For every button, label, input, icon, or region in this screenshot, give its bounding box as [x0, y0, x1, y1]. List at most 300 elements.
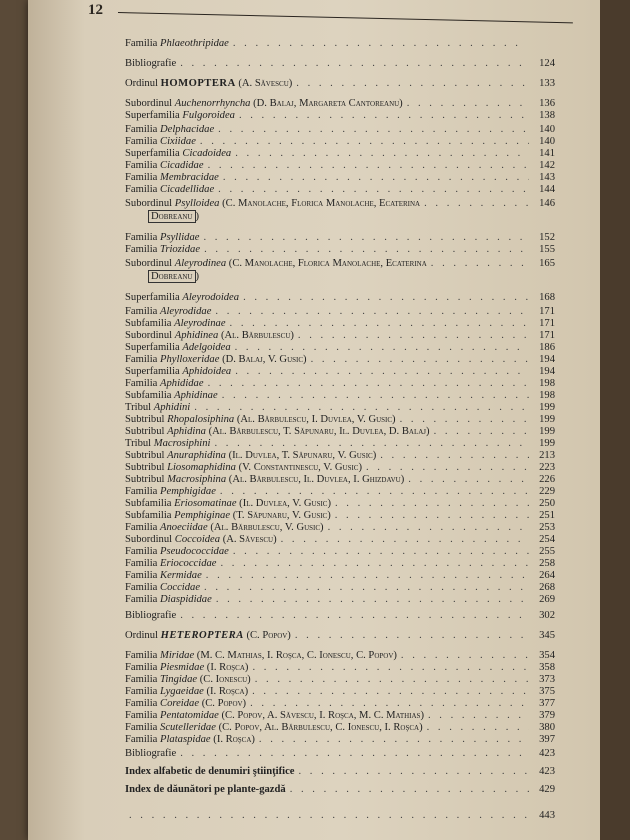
toc-rank: Familia	[125, 674, 161, 685]
toc-authors: (C. Manolache, Florica Manolache, Ecaterina	[219, 198, 421, 209]
toc-page-number: 194	[539, 354, 555, 365]
toc-rank: Familia	[125, 160, 161, 171]
toc-taxon-name: Cicadoidea	[182, 148, 232, 159]
toc-entry-label	[125, 342, 231, 353]
toc-entry-label	[125, 402, 190, 413]
toc-page-number: 144	[539, 184, 555, 195]
toc-authors: (Il. Duvlea, V. Gusic)	[236, 498, 331, 509]
toc-taxon-name: Eriococcidae	[160, 558, 217, 569]
toc-authors: (Al. Bărbulescu, T. Săpunaru, Il. Duvlea, D. Balaj)	[205, 426, 430, 437]
toc-rank: Familia	[125, 38, 161, 49]
dot-leader	[401, 650, 529, 661]
toc-taxon-name: Eriosomatinae	[174, 498, 237, 509]
toc-taxon-name: Kermidae	[160, 570, 202, 581]
toc-entry-label	[125, 462, 362, 473]
page-number: 12	[88, 2, 103, 18]
toc-rank: Bibliografie	[125, 610, 177, 621]
toc-rank: Superfamilia	[125, 148, 183, 159]
dot-leader	[223, 172, 529, 183]
toc-authors: (I. Roşca)	[210, 734, 255, 745]
toc-entry-label	[125, 582, 200, 593]
toc-entry	[125, 650, 555, 661]
toc-taxon-name: Aleyrodoidea	[182, 292, 240, 303]
dot-leader	[298, 330, 529, 341]
toc-entry	[125, 98, 555, 109]
toc-entry-label	[125, 390, 218, 401]
toc-rank: Familia	[125, 136, 161, 147]
toc-page-number: 223	[539, 462, 555, 473]
toc-entry	[125, 662, 555, 673]
toc-entry-label	[125, 546, 229, 557]
dot-leader	[216, 594, 529, 605]
toc-entry	[125, 570, 555, 581]
toc-taxon-name: Rhopalosiphina	[167, 414, 235, 425]
dot-leader	[208, 378, 529, 389]
toc-taxon-name: Aphidinae	[174, 390, 218, 401]
toc-entry-continuation: Dobreanu )	[148, 211, 199, 222]
toc-entry-label	[125, 58, 176, 69]
toc-page-number: 423	[539, 748, 555, 759]
toc-rank: Familia	[125, 354, 161, 365]
toc-page-number: 152	[539, 232, 555, 243]
toc-entry-label	[125, 474, 404, 485]
toc-page-number: 136	[539, 98, 555, 109]
dot-leader	[233, 546, 529, 557]
toc-taxon-name: Aphidoidea	[182, 366, 232, 377]
toc-entry-label	[125, 674, 251, 685]
toc-rank: Familia	[125, 582, 161, 593]
toc-page-number: 375	[539, 686, 555, 697]
toc-entry-label	[125, 450, 376, 461]
toc-rank: Familia	[125, 232, 161, 243]
dot-leader	[218, 124, 529, 135]
toc-entry	[125, 510, 555, 521]
toc-entry	[125, 686, 555, 697]
toc-entry-label	[125, 570, 202, 581]
toc-rank: Familia	[125, 172, 161, 183]
toc-entry-label	[125, 110, 235, 121]
dot-leader	[424, 198, 529, 209]
toc-page-number: 302	[539, 610, 555, 621]
toc-taxon-name: Cicadidae	[160, 160, 204, 171]
toc-rank: Bibliografie	[125, 748, 177, 759]
toc-authors: (A. Săvescu)	[235, 78, 293, 89]
toc-entry-label	[125, 184, 214, 195]
toc-rank: Familia	[125, 184, 161, 195]
toc-authors: (I. Roşca)	[204, 662, 249, 673]
dot-leader	[215, 306, 529, 317]
toc-entry	[125, 354, 555, 365]
toc-authors: (C. Popov)	[243, 630, 291, 641]
dot-leader	[203, 232, 529, 243]
toc-entry-label	[125, 486, 216, 497]
toc-entry-label	[125, 766, 295, 777]
toc-entry	[125, 474, 555, 485]
toc-page-number: 251	[539, 510, 555, 521]
toc-taxon-name: Pseudococcidae	[160, 546, 229, 557]
toc-taxon-name: Delphacidae	[160, 124, 215, 135]
toc-taxon-name: Phlaeothripidae	[160, 38, 229, 49]
toc-entry	[125, 734, 555, 745]
toc-entry-label	[125, 510, 331, 521]
toc-authors: (C. Manolache, Florica Manolache, Ecaterina	[226, 258, 427, 269]
toc-page-number: 354	[539, 650, 555, 661]
toc-taxon-name: Coreidae	[160, 698, 200, 709]
toc-taxon-name: HETEROPTERA	[160, 630, 244, 641]
dot-leader	[407, 98, 529, 109]
toc-page-number: 254	[539, 534, 555, 545]
toc-rank: Ordinul	[125, 78, 161, 89]
toc-page-number: 379	[539, 710, 555, 721]
toc-page-number: 199	[539, 438, 555, 449]
dot-leader	[230, 318, 529, 329]
toc-taxon-name: HOMOPTERA	[160, 78, 236, 89]
toc-entry	[125, 38, 545, 49]
dot-leader	[427, 722, 529, 733]
toc-taxon-name: Cicadellidae	[160, 184, 215, 195]
dot-leader	[206, 570, 529, 581]
toc-entry	[125, 148, 555, 159]
toc-entry	[125, 498, 555, 509]
toc-page-number: 199	[539, 426, 555, 437]
dot-leader	[243, 292, 529, 303]
dot-leader	[235, 342, 529, 353]
toc-entry-label	[125, 686, 248, 697]
toc-entry	[125, 378, 555, 389]
dot-leader	[252, 686, 529, 697]
toc-entry	[125, 306, 555, 317]
toc-page-number: 138	[539, 110, 555, 121]
toc-entry	[125, 766, 555, 777]
toc-entry-label	[125, 558, 217, 569]
dot-leader	[311, 354, 529, 365]
dot-leader	[204, 244, 529, 255]
dot-leader	[235, 366, 529, 377]
dot-leader	[290, 784, 529, 795]
dot-leader	[408, 474, 529, 485]
toc-entry-label	[125, 258, 427, 269]
toc-entry-label	[125, 534, 277, 545]
toc-rank: Familia	[125, 722, 161, 733]
toc-page-number: 198	[539, 390, 555, 401]
dot-leader	[299, 766, 530, 777]
toc-entry-label	[125, 136, 196, 147]
toc-page-number: 194	[539, 366, 555, 377]
toc-entry	[125, 136, 555, 147]
toc-rank: Familia	[125, 486, 161, 497]
toc-rank: Subordinul	[125, 98, 175, 109]
toc-authors: (T. Săpunaru, V. Gusic)	[230, 510, 331, 521]
dot-leader	[400, 414, 529, 425]
toc-taxon-name: Miridae	[160, 650, 195, 661]
toc-entry	[125, 534, 555, 545]
toc-entry-label	[125, 160, 204, 171]
toc-rank: Familia	[125, 734, 161, 745]
toc-entry	[125, 184, 555, 195]
toc-taxon-name: Psyllidae	[160, 232, 200, 243]
toc-taxon-name: Pemphigidae	[160, 486, 216, 497]
toc-taxon-name: Diaspididae	[160, 594, 212, 605]
toc-taxon-name: Aphidina	[167, 426, 206, 437]
toc-entry-label	[125, 594, 212, 605]
toc-taxon-name: Aleyrodinae	[174, 318, 226, 329]
toc-entry-label	[125, 650, 397, 661]
toc-page-number: 397	[539, 734, 555, 745]
toc-rank: Subfamilia	[125, 510, 175, 521]
toc-taxon-name: Macrosiphini	[153, 438, 211, 449]
toc-entry	[125, 486, 555, 497]
toc-taxon-name: Pemphiginae	[174, 510, 231, 521]
toc-entry	[125, 110, 555, 121]
toc-authors: (C. Ionescu)	[197, 674, 251, 685]
toc-page-number: 268	[539, 582, 555, 593]
toc-page-number: 186	[539, 342, 555, 353]
toc-entry	[125, 722, 555, 733]
toc-taxon-name: Fulgoroidea	[182, 110, 235, 121]
dot-leader	[180, 748, 529, 759]
dot-leader	[252, 662, 529, 673]
toc-entry	[125, 710, 555, 721]
toc-page-number: 255	[539, 546, 555, 557]
toc-authors: (M. C. Mathias, I. Roşca, C. Ionescu, C. Popov)	[194, 650, 397, 661]
toc-taxon-name: Aleyrodidae	[160, 306, 212, 317]
toc-authors: (Al. Bărbulescu, V. Gusic)	[207, 522, 324, 533]
dot-leader	[204, 582, 529, 593]
toc-page-number: 155	[539, 244, 555, 255]
toc-entry	[125, 172, 555, 183]
toc-entry	[125, 610, 555, 621]
toc-taxon-name: Liosomaphidina	[167, 462, 236, 473]
toc-page-number: 143	[539, 172, 555, 183]
toc-page-number: 146	[539, 198, 555, 209]
toc-entry	[125, 784, 555, 795]
toc-taxon-name: Piesmidae	[160, 662, 205, 673]
toc-page-number: 269	[539, 594, 555, 605]
toc-entry-label	[125, 292, 239, 303]
dot-leader	[296, 78, 529, 89]
toc-rank: Familia	[125, 522, 161, 533]
toc-rank: Subfamilia	[125, 498, 175, 509]
dot-leader	[194, 402, 529, 413]
toc-authors: (V. Constantinescu, V. Gusic)	[235, 462, 362, 473]
toc-entry-label	[125, 124, 214, 135]
toc-taxon-name: Macrosiphina	[167, 474, 227, 485]
toc-entry-label	[125, 748, 176, 759]
toc-page-number: 168	[539, 292, 555, 303]
toc-taxon-name: Auchenorrhyncha	[174, 98, 251, 109]
toc-rank: Subtribul	[125, 426, 168, 437]
toc-entry-label	[125, 734, 255, 745]
toc-entry	[125, 198, 555, 209]
dot-leader	[434, 426, 529, 437]
toc-entry	[125, 292, 555, 303]
toc-entry-label	[125, 330, 294, 341]
toc-entry-label	[125, 698, 246, 709]
toc-page-number: 199	[539, 414, 555, 425]
toc-page-number: 124	[539, 58, 555, 69]
dot-leader	[129, 810, 529, 821]
toc-entry	[125, 630, 555, 641]
toc-entry	[125, 390, 555, 401]
dot-leader	[335, 498, 529, 509]
toc-page-number: 264	[539, 570, 555, 581]
toc-authors: (C. Popov, A. Săvescu, I. Roşca, M. C. Mathias)	[218, 710, 424, 721]
toc-taxon-name: Cixiidae	[160, 136, 196, 147]
toc-authors: (Al. Bărbulescu)	[218, 330, 294, 341]
toc-entry-label	[125, 38, 229, 49]
dot-leader	[295, 630, 529, 641]
toc-taxon-name: Pentatomidae	[160, 710, 219, 721]
toc-taxon-name: Aphidini	[153, 402, 191, 413]
toc-rank: Subfamilia	[125, 318, 175, 329]
toc-rank: Subordinul	[125, 198, 175, 209]
toc-entry-label	[125, 198, 420, 209]
toc-rank: Ordinul	[125, 630, 161, 641]
toc-page-number: 443	[539, 810, 555, 821]
toc-page-number: 258	[539, 558, 555, 569]
dot-leader	[208, 160, 529, 171]
toc-authors: (C. Popov, Al. Bărbulescu, C. Ionescu, I. Roşca)	[215, 722, 423, 733]
toc-rank: Index alfabetic de denumiri ştiinţifice	[125, 766, 295, 777]
toc-taxon-name: Phylloxeridae	[160, 354, 220, 365]
toc-entry	[125, 244, 555, 255]
toc-page-number: 229	[539, 486, 555, 497]
toc-page-number: 253	[539, 522, 555, 533]
toc-page-number: 429	[539, 784, 555, 795]
toc-taxon-name: Psylloidea	[174, 198, 220, 209]
toc-entry-label	[125, 78, 292, 89]
toc-entry	[125, 258, 555, 269]
toc-rank: Tribul	[125, 402, 154, 413]
toc-rank: Bibliografie	[125, 58, 177, 69]
toc-page-number: 250	[539, 498, 555, 509]
toc-entry	[125, 810, 555, 821]
toc-page-number: 345	[539, 630, 555, 641]
dot-leader	[328, 522, 529, 533]
toc-page-number: 133	[539, 78, 555, 89]
toc-taxon-name: Scutelleridae	[160, 722, 216, 733]
toc-page-number: 377	[539, 698, 555, 709]
toc-page-number: 373	[539, 674, 555, 685]
toc-entry	[125, 426, 555, 437]
dot-leader	[366, 462, 529, 473]
toc-rank: Familia	[125, 662, 161, 673]
dot-leader	[222, 390, 529, 401]
toc-taxon-name: Anuraphidina	[167, 450, 226, 461]
toc-entry-label	[125, 366, 231, 377]
toc-entry-label	[125, 438, 210, 449]
toc-rank: Familia	[125, 558, 161, 569]
toc-page-number: 171	[539, 318, 555, 329]
toc-rank: Familia	[125, 686, 161, 697]
toc-taxon-name: Tingidae	[160, 674, 198, 685]
toc-rank: Familia	[125, 570, 161, 581]
dot-leader	[239, 110, 529, 121]
toc-page-number: 198	[539, 378, 555, 389]
toc-rank: Familia	[125, 378, 161, 389]
toc-taxon-name: Lygaeidae	[160, 686, 204, 697]
toc-rank: Familia	[125, 244, 161, 255]
toc-taxon-name: Aleyrodinea	[174, 258, 227, 269]
toc-rank: Subfamilia	[125, 390, 175, 401]
toc-rank: Subordinul	[125, 534, 175, 545]
toc-taxon-name: Adelgoidea	[182, 342, 231, 353]
toc-authors: (Al. Bărbulescu, I. Duvlea, V. Gusic)	[234, 414, 396, 425]
toc-entry	[125, 160, 555, 171]
toc-entry-label	[125, 610, 176, 621]
dot-leader	[233, 38, 519, 49]
dot-leader	[259, 734, 529, 745]
toc-rank: Superfamilia	[125, 110, 183, 121]
toc-rank: Index de dăunători pe plante-gazdă	[125, 784, 286, 795]
toc-page-number: 140	[539, 124, 555, 135]
toc-page-number: 165	[539, 258, 555, 269]
dot-leader	[218, 184, 529, 195]
toc-page-number: 380	[539, 722, 555, 733]
toc-rank: Superfamilia	[125, 292, 183, 303]
toc-entry	[125, 366, 555, 377]
toc-entry-label	[125, 98, 403, 109]
toc-entry	[125, 402, 555, 413]
toc-page-number: 199	[539, 402, 555, 413]
toc-taxon-name: Anoeciidae	[160, 522, 208, 533]
toc-entry	[125, 58, 555, 69]
toc-rank: Tribul	[125, 438, 154, 449]
dot-leader	[214, 438, 529, 449]
toc-page-number: 423	[539, 766, 555, 777]
toc-entry-label	[125, 354, 307, 365]
dot-leader	[255, 674, 529, 685]
dot-leader	[380, 450, 529, 461]
toc-entry	[125, 450, 555, 461]
dot-leader	[180, 610, 529, 621]
toc-entry	[125, 232, 555, 243]
toc-rank: Subtribul	[125, 474, 168, 485]
dot-leader	[431, 258, 529, 269]
toc-taxon-name: Triozidae	[160, 244, 201, 255]
toc-entry-label	[125, 232, 199, 243]
toc-taxon-name: Coccidae	[160, 582, 201, 593]
toc-rank: Subordinul	[125, 330, 175, 341]
toc-entry-label	[125, 414, 396, 425]
toc-entry	[125, 462, 555, 473]
toc-rank: Familia	[125, 650, 161, 661]
toc-entry-label	[125, 630, 291, 641]
toc-authors: (D. Balaj, V. Gusic)	[219, 354, 307, 365]
toc-taxon-name: Coccoidea	[174, 534, 221, 545]
toc-page-number: 141	[539, 148, 555, 159]
toc-entry	[125, 594, 555, 605]
toc-taxon-name: Membracidae	[160, 172, 219, 183]
toc-entry	[125, 522, 555, 533]
dot-leader	[235, 148, 529, 159]
toc-entry	[125, 582, 555, 593]
toc-rank: Subtribul	[125, 414, 168, 425]
toc-rank: Familia	[125, 124, 161, 135]
dot-leader	[180, 58, 529, 69]
toc-authors: (D. Balaj, Margareta Cantoreanu)	[250, 98, 403, 109]
dot-leader	[200, 136, 529, 147]
toc-rank: Familia	[125, 594, 161, 605]
toc-entry	[125, 342, 555, 353]
toc-entry	[125, 438, 555, 449]
toc-entry-label	[125, 172, 219, 183]
toc-entry-continuation: Dobreanu )	[148, 271, 199, 282]
toc-entry	[125, 124, 555, 135]
toc-entry-label	[125, 498, 331, 509]
dot-leader	[221, 558, 530, 569]
toc-rank: Subordinul	[125, 258, 175, 269]
